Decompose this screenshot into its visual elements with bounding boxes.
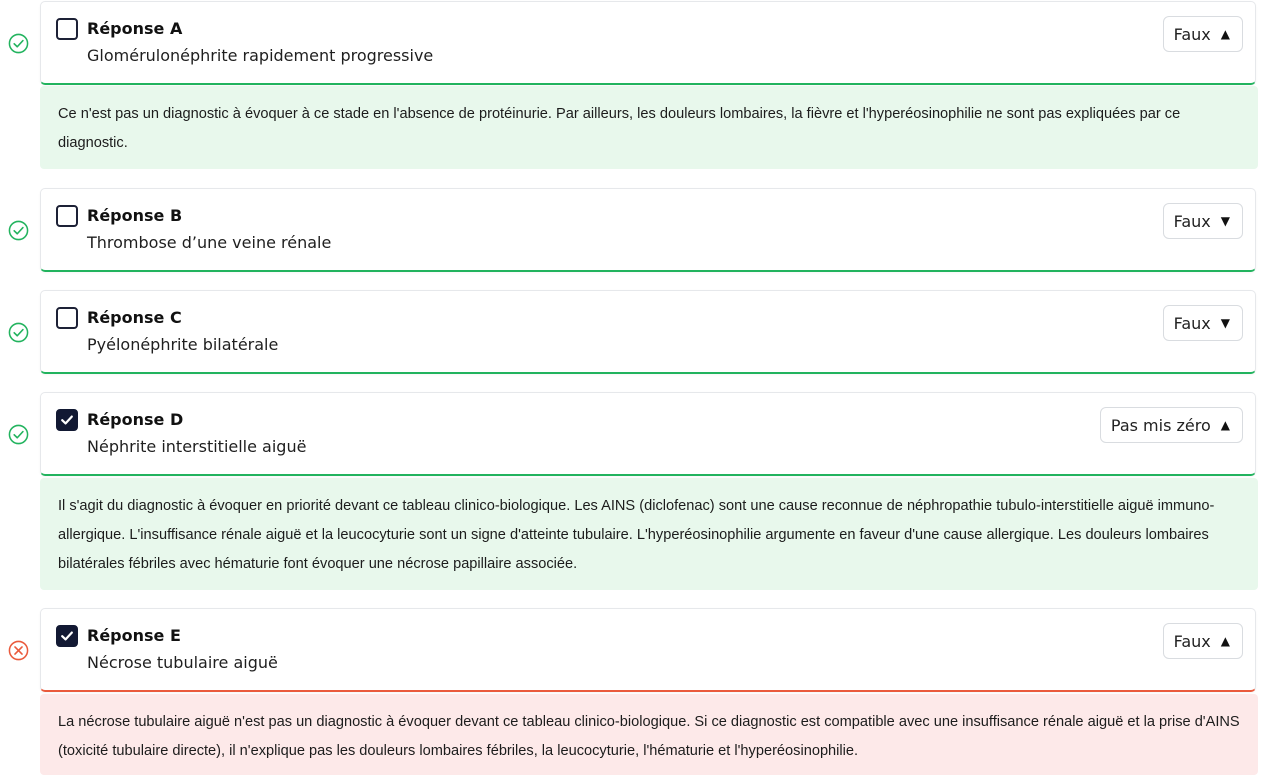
answer-checkbox-d[interactable]: [56, 409, 78, 431]
answer-checkbox-c[interactable]: [56, 307, 78, 329]
answer-card-d: [40, 392, 1256, 476]
verdict-value-c: Faux: [1173, 313, 1211, 333]
verdict-value-a: Faux: [1173, 24, 1211, 44]
answer-title-b: Réponse B: [87, 206, 183, 225]
answer-card-e: [40, 608, 1256, 692]
answer-title-e: Réponse E: [87, 626, 181, 645]
answer-text-d: Néphrite interstitielle aiguë: [87, 437, 307, 456]
answer-checkbox-e[interactable]: [56, 625, 78, 647]
explanation-a: Ce n'est pas un diagnostic à évoquer à ce stade en l'absence de protéinurie. Par ailleurs, les douleurs lombaires, la fièvre et l'hyperéosinophilie ne sont pas expliquées par ce diagnostic.: [40, 86, 1258, 169]
answer-title-a: Réponse A: [87, 19, 183, 38]
check-circle-icon: [8, 424, 29, 445]
answer-card-b: [40, 188, 1256, 272]
chevron-up-icon: ▲: [1220, 418, 1230, 432]
answer-card-c: [40, 290, 1256, 374]
verdict-dropdown-b[interactable]: [1163, 203, 1243, 239]
answer-text-a: Glomérulonéphrite rapidement progressive: [87, 46, 434, 65]
answer-title-c: Réponse C: [87, 308, 182, 327]
check-circle-icon: [8, 220, 29, 241]
check-circle-icon: [8, 33, 29, 54]
chevron-up-icon: ▲: [1220, 27, 1230, 41]
check-circle-icon: [8, 322, 29, 343]
answer-card-a: [40, 1, 1256, 85]
answer-text-e: Nécrose tubulaire aiguë: [87, 653, 278, 672]
verdict-dropdown-d[interactable]: [1100, 407, 1243, 443]
answer-title-d: Réponse D: [87, 410, 184, 429]
x-circle-icon: [8, 640, 29, 661]
answer-text-c: Pyélonéphrite bilatérale: [87, 335, 279, 354]
chevron-up-icon: ▲: [1220, 634, 1230, 648]
verdict-value-d: Pas mis zéro: [1110, 415, 1211, 435]
chevron-down-icon: ▼: [1220, 316, 1230, 330]
chevron-down-icon: ▼: [1220, 214, 1230, 228]
verdict-value-e: Faux: [1173, 631, 1211, 651]
answer-checkbox-b[interactable]: [56, 205, 78, 227]
verdict-dropdown-e[interactable]: [1163, 623, 1243, 659]
explanation-e: La nécrose tubulaire aiguë n'est pas un diagnostic à évoquer devant ce tableau clinico-biologique. Si ce diagnostic est compatible avec une insuffisance rénale aiguë et la prise d'AINS (toxicité tubulaire directe), il n'explique pas les douleurs lombaires fébriles, la leucocyturie, l'hématurie et l'hyperéosinophilie.: [40, 694, 1258, 775]
verdict-dropdown-c[interactable]: [1163, 305, 1243, 341]
answer-text-b: Thrombose d’une veine rénale: [87, 233, 332, 252]
checkmark-icon: [60, 413, 74, 427]
verdict-value-b: Faux: [1173, 211, 1211, 231]
verdict-dropdown-a[interactable]: [1163, 16, 1243, 52]
answer-checkbox-a[interactable]: [56, 18, 78, 40]
checkmark-icon: [60, 629, 74, 643]
explanation-d: Il s'agit du diagnostic à évoquer en priorité devant ce tableau clinico-biologique. Les AINS (diclofenac) sont une cause reconnue de néphropathie tubulo-interstitielle aiguë immuno-allergique. L'insuffisance rénale aiguë et la leucocyturie sont un signe d'atteinte tubulaire. L'hyperéosinophilie argumente en faveur d'une cause allergique. Les douleurs lombaires bilatérales fébriles avec hématurie font évoquer une nécrose papillaire associée.: [40, 478, 1258, 590]
